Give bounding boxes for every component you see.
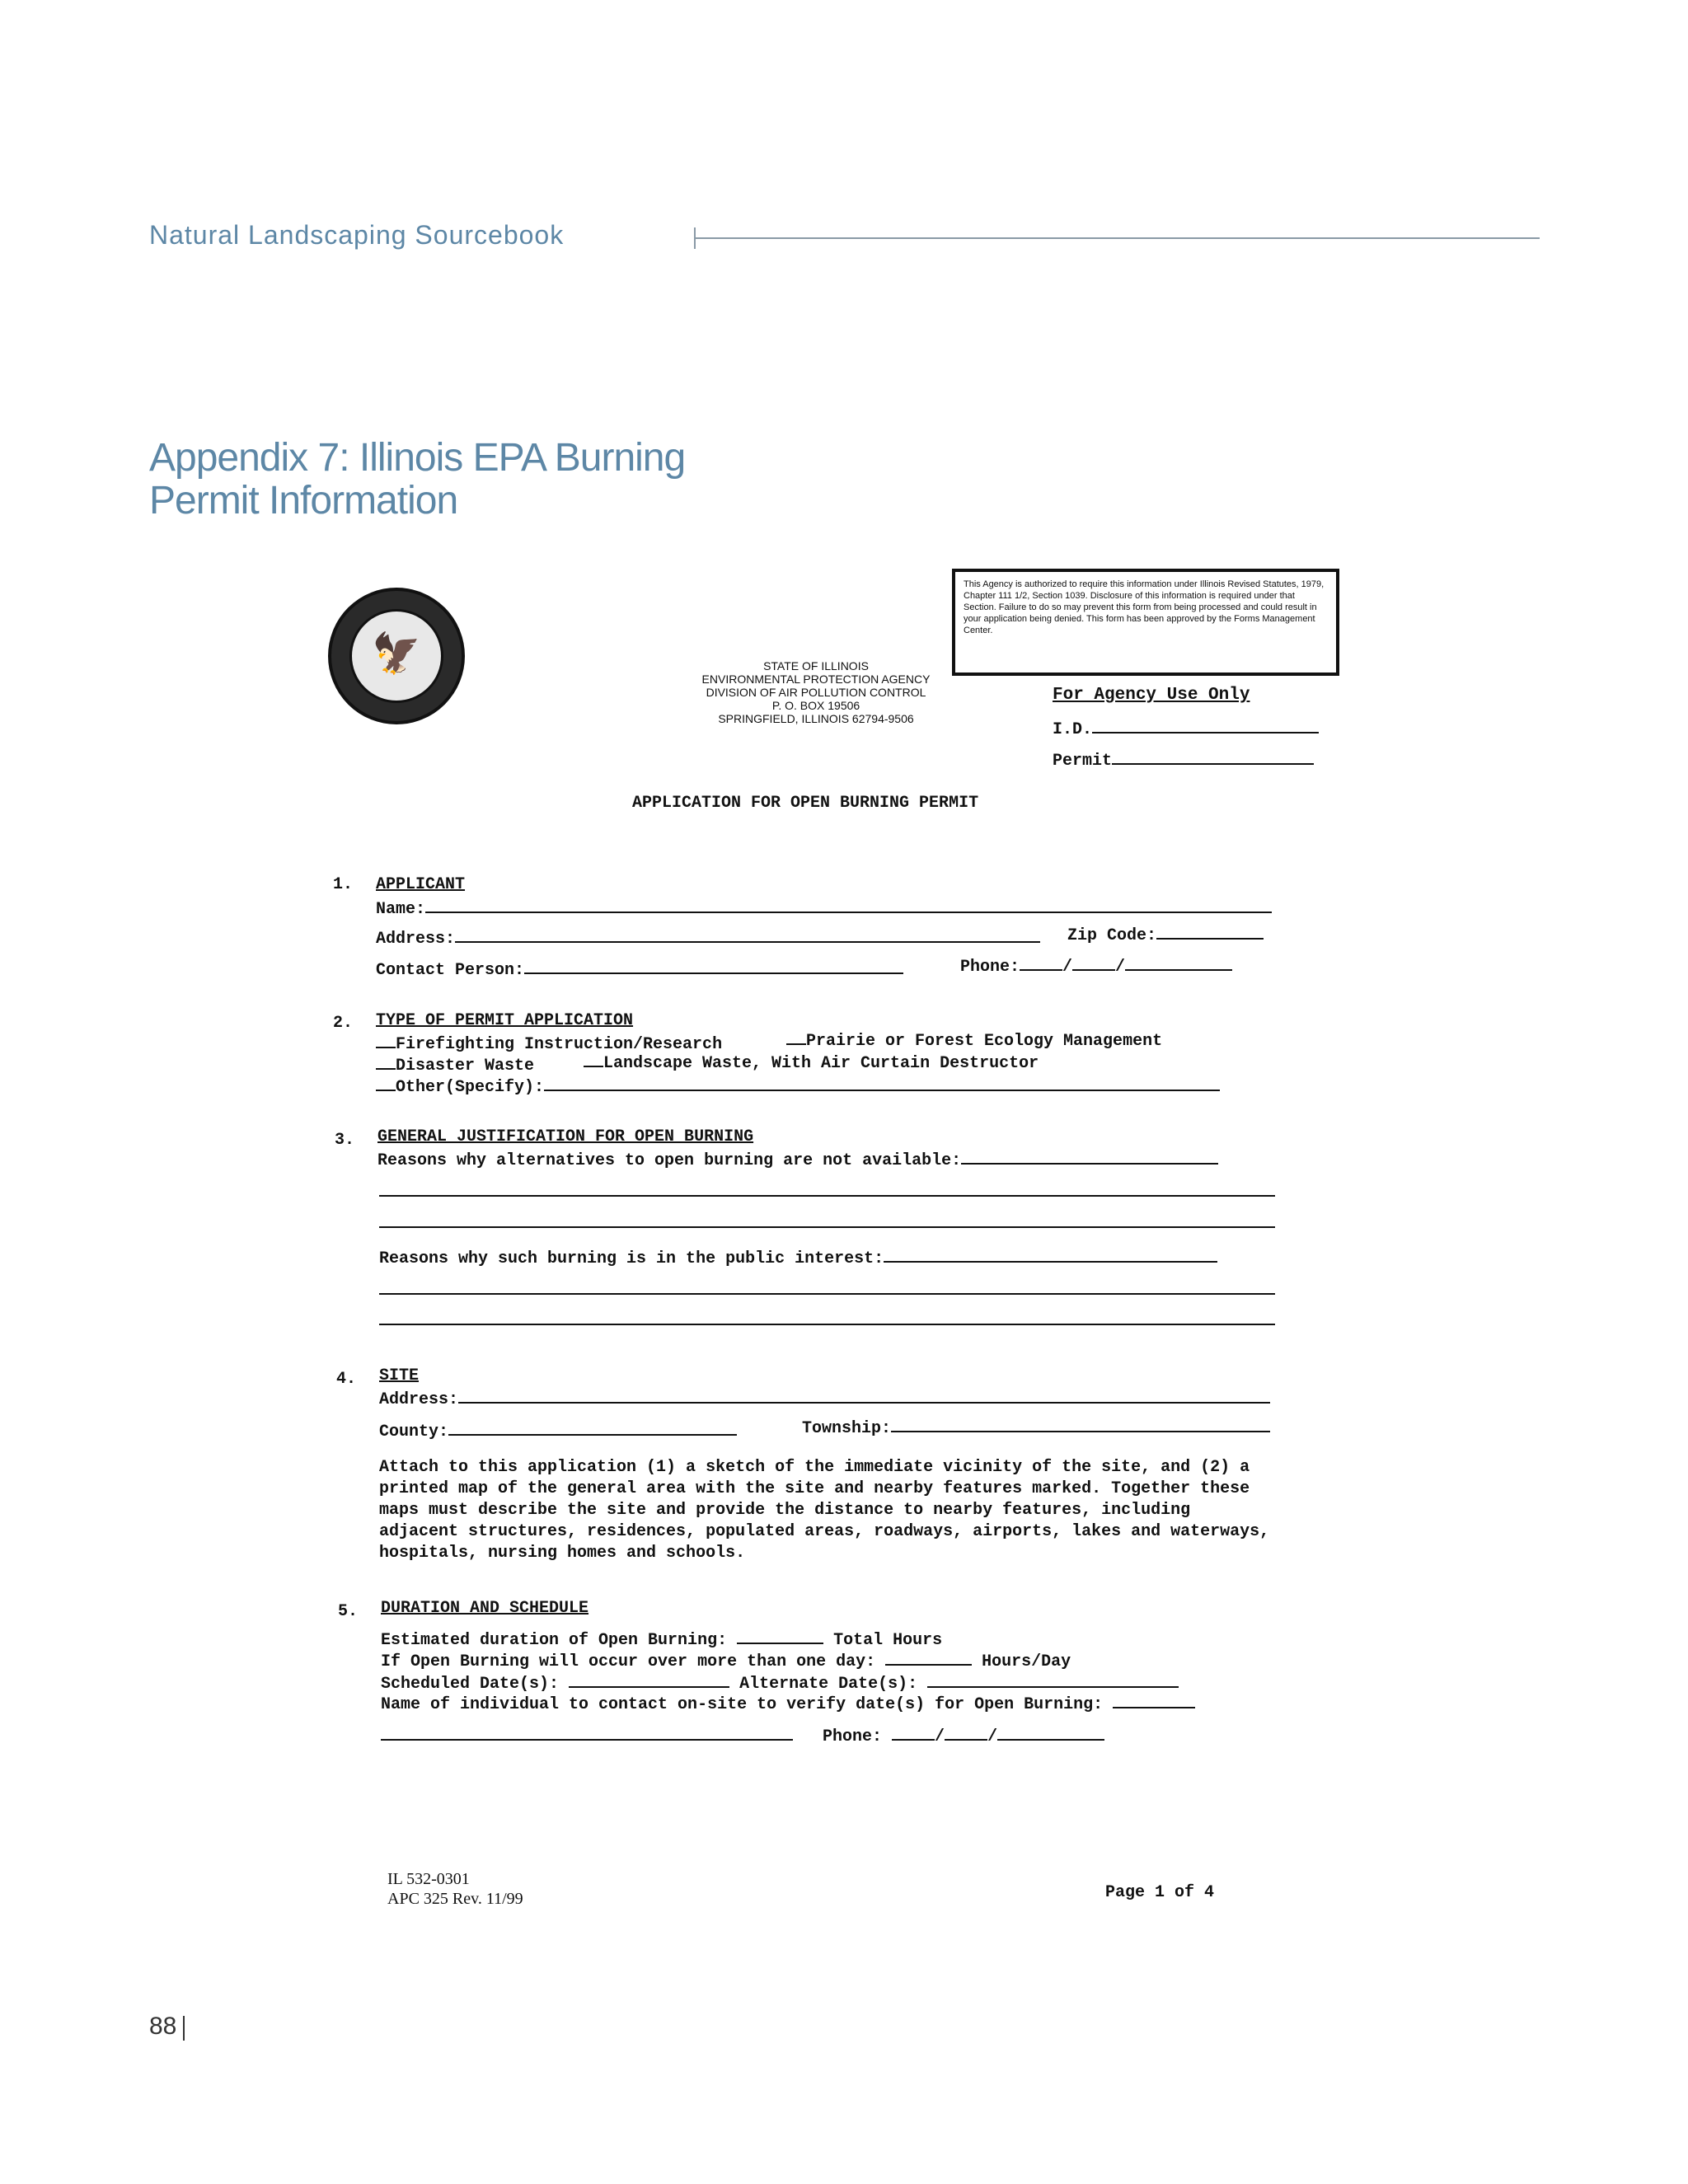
onsite-contact-field[interactable]: [1113, 1692, 1195, 1708]
phone-area-field[interactable]: [1020, 954, 1062, 971]
schedule-row: [381, 1671, 1179, 1694]
form-title: APPLICATION FOR OPEN BURNING PERMIT: [632, 794, 979, 813]
attach-instructions: Attach to this application (1) a sketch of the immediate vicinity of the site, and (2) a printed map of the general area with the site and nearby features marked. Together these maps must describe the site and provide the distance to nearby features, including adjacent structures, residences, populated areas, roadways, airports, lakes and waterways, hospitals, nursing homes and schools.: [379, 1458, 1270, 1563]
permit-label: Permit: [1053, 752, 1113, 771]
onsite-contact-label: Name of individual to contact on-site to verify date(s) for Open Burning:: [381, 1695, 1104, 1714]
agency-address: [676, 659, 956, 725]
state-seal-icon: 🦅: [328, 588, 465, 724]
contact-field[interactable]: [524, 958, 903, 974]
permit-field[interactable]: [1112, 748, 1314, 765]
checkbox-blank[interactable]: [376, 1075, 396, 1091]
estimated-duration-label: Estimated duration of Open Burning:: [381, 1631, 728, 1650]
agency-line: P. O. BOX 19506: [771, 699, 860, 712]
multi-day-label: If Open Burning will occur over more than one day:: [381, 1652, 876, 1671]
option-label: Firefighting Instruction/Research: [396, 1035, 723, 1054]
reasons-public-field[interactable]: [884, 1246, 1217, 1263]
onsite-contact-row: [381, 1692, 1195, 1714]
scheduled-dates-label: Scheduled Date(s):: [381, 1675, 560, 1694]
authority-notice: This Agency is authorized to require this information under Illinois Revised Statutes, 1979, Chapter 111 1/2, Section 1039. Disclosure of this information is required under that Section. Failure to do so may prevent this form from being processed and could result in your application being denied. This form has been approved by the Forms Management Center.: [952, 569, 1339, 676]
alternate-dates-field[interactable]: [927, 1671, 1179, 1688]
reasons-public-row: [379, 1246, 1217, 1268]
township-label: Township:: [802, 1419, 892, 1438]
agency-permit-row: [1053, 748, 1314, 771]
agency-line: ENVIRONMENTAL PROTECTION AGENCY: [701, 673, 931, 686]
option-other: [376, 1075, 1220, 1097]
zip-row: [1067, 923, 1264, 945]
option-disaster: [376, 1053, 534, 1076]
blank-line[interactable]: [379, 1324, 1275, 1325]
section-number: 2.: [333, 1014, 354, 1033]
checkbox-blank[interactable]: [584, 1051, 603, 1067]
address-field[interactable]: [455, 926, 1040, 943]
county-label: County:: [379, 1422, 449, 1441]
contact-row: [376, 958, 903, 980]
section-heading-site: SITE: [379, 1366, 420, 1385]
page-number-bar: [183, 2016, 185, 2041]
onsite-phone-row: Phone: / /: [381, 1724, 1104, 1746]
section-number: 4.: [336, 1370, 357, 1389]
name-field[interactable]: [425, 897, 1272, 913]
blank-line[interactable]: [379, 1226, 1275, 1228]
reasons-alternatives-field[interactable]: [961, 1148, 1218, 1165]
total-hours-label: Total Hours: [833, 1631, 943, 1650]
zip-label: Zip Code:: [1067, 926, 1157, 945]
reasons-alternatives-label: Reasons why alternatives to open burning are not available:: [377, 1151, 962, 1170]
site-address-label: Address:: [379, 1390, 459, 1409]
appendix-title-line2: Permit Information: [149, 479, 458, 523]
phone-number-field[interactable]: [997, 1724, 1104, 1741]
form-page-indicator: Page 1 of 4: [1105, 1883, 1215, 1902]
address-row: [376, 926, 1040, 949]
agency-line: STATE OF ILLINOIS: [763, 659, 869, 673]
county-field[interactable]: [448, 1419, 737, 1436]
section-heading-duration: DURATION AND SCHEDULE: [381, 1599, 589, 1618]
onsite-phone-label: Phone:: [823, 1727, 883, 1746]
name-label: Name:: [376, 900, 426, 919]
multi-day-row: [381, 1649, 1071, 1671]
zip-field[interactable]: [1156, 923, 1264, 940]
id-field[interactable]: [1092, 717, 1319, 733]
section-number: 1.: [333, 875, 354, 894]
phone-prefix-field[interactable]: [1072, 954, 1115, 971]
section-heading-applicant: APPLICANT: [376, 875, 466, 894]
blank-line[interactable]: [379, 1293, 1275, 1295]
total-hours-field[interactable]: [737, 1628, 823, 1644]
checkbox-blank[interactable]: [376, 1032, 396, 1048]
form-code-line1: IL 532-0301: [387, 1870, 470, 1888]
address-label: Address:: [376, 930, 456, 949]
hours-per-day-label: Hours/Day: [982, 1652, 1071, 1671]
option-landscape: [584, 1051, 1039, 1073]
site-address-field[interactable]: [458, 1387, 1270, 1404]
option-prairie: [786, 1029, 1162, 1051]
section-heading-permit-type: TYPE OF PERMIT APPLICATION: [376, 1011, 634, 1030]
checkbox-blank[interactable]: [786, 1029, 806, 1045]
phone-number-field[interactable]: [1125, 954, 1232, 971]
estimated-duration-row: [381, 1628, 942, 1650]
agency-use-title: For Agency Use Only: [1053, 686, 1250, 705]
page-number: 88: [149, 2013, 177, 2040]
option-label: Prairie or Forest Ecology Management: [806, 1032, 1163, 1051]
reasons-alternatives-row: [377, 1148, 1218, 1170]
county-row: [379, 1419, 737, 1441]
header-rule: [694, 237, 1540, 239]
other-specify-field[interactable]: [544, 1075, 1220, 1091]
reasons-public-label: Reasons why such burning is in the public interest:: [379, 1249, 884, 1268]
section-number: 5.: [338, 1602, 359, 1621]
phone-prefix-field[interactable]: [945, 1724, 987, 1741]
form-code: [387, 1869, 523, 1909]
agency-line: SPRINGFIELD, ILLINOIS 62794-9506: [718, 712, 914, 725]
township-field[interactable]: [891, 1416, 1270, 1432]
agency-line: DIVISION OF AIR POLLUTION CONTROL: [706, 686, 926, 699]
site-address-row: [379, 1387, 1270, 1409]
phone-label: Phone:: [960, 958, 1020, 977]
option-label: Landscape Waste, With Air Curtain Destructor: [603, 1054, 1039, 1073]
scheduled-dates-field[interactable]: [569, 1671, 729, 1688]
alternate-dates-label: Alternate Date(s):: [739, 1675, 918, 1694]
blank-line[interactable]: [379, 1195, 1275, 1197]
section-number: 3.: [335, 1131, 355, 1150]
phone-area-field[interactable]: [892, 1724, 935, 1741]
contact-label: Contact Person:: [376, 961, 525, 980]
appendix-title: [149, 437, 685, 523]
id-label: I.D.: [1053, 720, 1093, 739]
form-code-line2: APC 325 Rev. 11/99: [387, 1890, 523, 1908]
agency-id-row: [1053, 717, 1319, 739]
township-row: [802, 1416, 1270, 1438]
section-heading-justification: GENERAL JUSTIFICATION FOR OPEN BURNING: [377, 1127, 754, 1146]
option-label: Disaster Waste: [396, 1057, 535, 1076]
onsite-contact-field-2[interactable]: [381, 1724, 793, 1741]
appendix-title-line1: Appendix 7: Illinois EPA Burning: [149, 436, 686, 480]
checkbox-blank[interactable]: [376, 1053, 396, 1070]
hours-per-day-field[interactable]: [885, 1649, 972, 1666]
option-label: Other(Specify):: [396, 1078, 545, 1097]
running-header: Natural Landscaping Sourcebook: [149, 220, 565, 250]
phone-row: Phone: / /: [960, 954, 1232, 977]
name-row: [376, 897, 1272, 919]
